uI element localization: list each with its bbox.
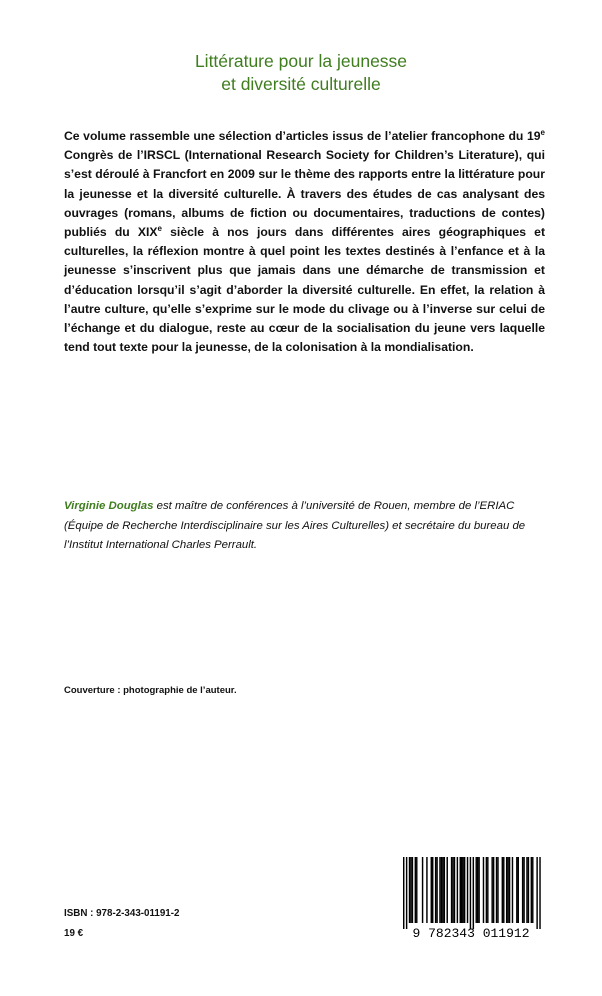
price-label: 19 € xyxy=(64,928,84,939)
barcode-bar xyxy=(464,857,465,923)
barcode-bar xyxy=(462,857,463,923)
barcode-bar xyxy=(406,857,407,929)
title-line-1: Littérature pour la jeunesse xyxy=(194,51,408,71)
author-name: Virginie Douglas xyxy=(64,500,154,512)
barcode-bar xyxy=(461,857,462,923)
description-part-1: Ce volume rassemble une sélection d’articles issus de l’atelier francophone du 19 xyxy=(64,129,541,143)
barcode-bar xyxy=(532,857,533,923)
barcode-bar xyxy=(487,857,488,923)
barcode-bar xyxy=(435,857,436,923)
barcode-bar xyxy=(531,857,532,923)
barcode-bar xyxy=(539,857,540,929)
barcode-bar xyxy=(509,857,510,923)
barcode-bar xyxy=(431,857,432,923)
barcode-bar xyxy=(412,857,413,923)
book-description xyxy=(64,127,545,357)
barcode-bar xyxy=(516,857,517,923)
author-bio-text: est maître de conférences à l’université de Rouen, membre de l’ERIAC (Équipe de Recherche Interdisciplinaire sur les Aires Culturelles) et secrétaire du bureau de l’Institut International Charles Perrault. xyxy=(64,500,526,551)
barcode-bar xyxy=(441,857,442,923)
barcode-bar xyxy=(497,857,498,923)
barcode-bar xyxy=(436,857,437,923)
barcode-bar xyxy=(410,857,411,923)
barcode-bar xyxy=(467,857,468,923)
barcode-bar xyxy=(444,857,445,923)
barcode-bar xyxy=(454,857,455,923)
barcode-bar xyxy=(415,857,416,923)
barcode-bar xyxy=(470,857,471,929)
barcode-bar xyxy=(486,857,487,923)
barcode-bar xyxy=(451,857,452,923)
barcode-bar xyxy=(478,857,479,923)
barcode-bar xyxy=(432,857,433,923)
barcode-bar xyxy=(506,857,507,923)
barcode-bar xyxy=(460,857,461,923)
barcode-bar xyxy=(496,857,497,923)
barcode-bar xyxy=(518,857,519,923)
barcode-bar xyxy=(447,857,448,923)
barcode-bar xyxy=(409,857,410,923)
barcode-bar xyxy=(452,857,453,923)
superscript-e: e xyxy=(157,223,162,233)
barcode-bar xyxy=(476,857,477,923)
cover-credit: Couverture : photographie de l’auteur. xyxy=(64,685,237,696)
barcode-bar xyxy=(483,857,484,923)
barcode-bar xyxy=(512,857,513,923)
barcode-bar xyxy=(502,857,503,923)
barcode-bar xyxy=(536,857,537,929)
barcode-bar xyxy=(507,857,508,923)
barcode-bar xyxy=(403,857,404,929)
barcode-bar xyxy=(491,857,492,923)
barcode-bar xyxy=(422,857,423,923)
barcode-bar xyxy=(442,857,443,923)
description-part-3: siècle à nos jours dans différentes aires géographiques et culturelles, la réflexion montre à quel point les textes destinés à l’enfance et à la jeunesse s’inscrivent plus que jamais dans une démarche de transmission et d’éducation lorsqu’il s’agit d’aborder la diversité culturelle. En effet, la relation à l’autre culture, qu’elle s’exprime sur le mode du clivage ou à l’inverse sur celui de l’échange et du dialogue, reste au cœur de la socialisation du jeune vers laquelle tend tout texte pour la jeunesse, de la colonisation à la mondialisation. xyxy=(64,225,545,355)
barcode-bar xyxy=(426,857,427,923)
superscript-e: e xyxy=(540,127,545,137)
barcode-bar xyxy=(416,857,417,923)
barcode-bar xyxy=(473,857,474,929)
barcode-bar xyxy=(526,857,527,923)
barcode-bar xyxy=(522,857,523,923)
title-line-2: et diversité culturelle xyxy=(221,74,381,94)
barcode-bar xyxy=(457,857,458,923)
description-part-2: Congrès de l’IRSCL (International Research Society for Children’s Literature), qui s’est déroulé à Francfort en 2009 sur le thème des rapports entre la littérature pour la jeunesse et la diversité culturelle. À travers des études de cas analysant des ouvrages (romans, albums de fiction ou documentaires, traductions de contes) publiés du XIX xyxy=(64,148,545,240)
isbn-barcode xyxy=(395,857,547,941)
barcode-bar xyxy=(439,857,440,923)
barcode-bar xyxy=(528,857,529,923)
author-bio xyxy=(64,497,548,556)
barcode-digits: 9 782343 011912 xyxy=(412,926,530,941)
barcode-bar xyxy=(477,857,478,923)
barcode-bar xyxy=(523,857,524,923)
book-title xyxy=(0,50,602,96)
barcode-bar xyxy=(493,857,494,923)
isbn-label: ISBN : 978-2-343-01191-2 xyxy=(64,908,180,919)
barcode-bar xyxy=(503,857,504,923)
